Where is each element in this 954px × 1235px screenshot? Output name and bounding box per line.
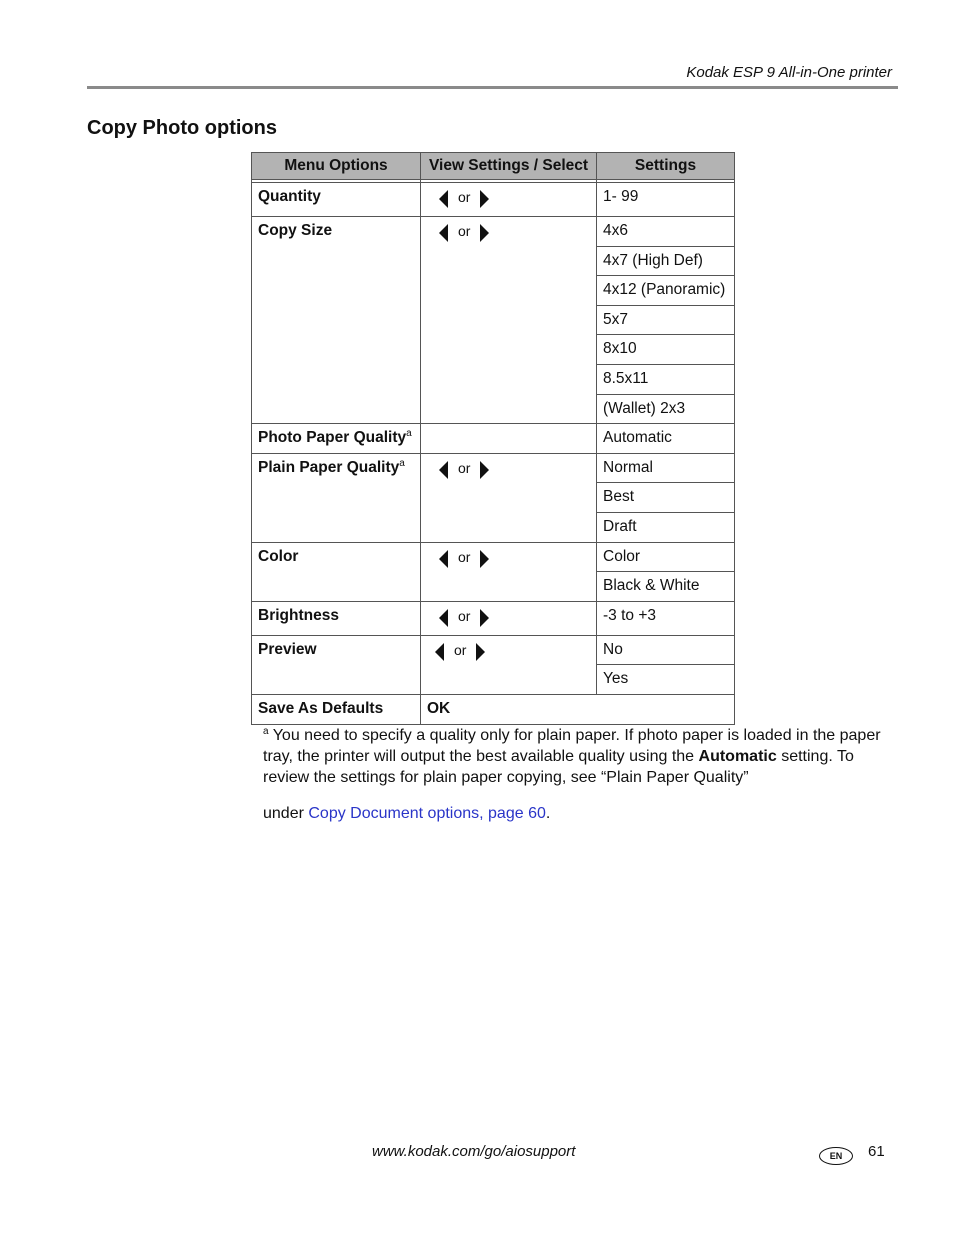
or-text: or	[458, 189, 471, 205]
footnote-text-after: setting. To review the settings for plain paper copying, see “Plain Paper Quality”	[263, 748, 854, 786]
setting-value: (Wallet) 2x3	[597, 394, 735, 424]
menu-option-brightness: Brightness	[252, 601, 421, 635]
footer-url: www.kodak.com/go/aiosupport	[372, 1143, 576, 1160]
view-select-cell	[421, 635, 597, 694]
setting-value: 8x10	[597, 335, 735, 365]
left-arrow-icon	[439, 190, 448, 208]
menu-option-photo-paper-quality	[252, 424, 421, 454]
setting-value: 4x6	[597, 217, 735, 247]
footnote-mark: a	[263, 726, 269, 737]
menu-option-plain-paper-quality	[252, 453, 421, 542]
footnote-mark: a	[406, 428, 412, 440]
copy-photo-options-table	[251, 152, 735, 725]
menu-option-label: Photo Paper Quality	[258, 429, 407, 447]
left-arrow-icon	[439, 550, 448, 568]
left-arrow-icon	[439, 609, 448, 627]
setting-value: Best	[597, 483, 735, 513]
menu-option-preview: Preview	[252, 635, 421, 694]
or-text: or	[458, 223, 471, 239]
footnote-under-prefix: under	[263, 805, 309, 822]
view-select-cell	[421, 542, 597, 601]
setting-value: Normal	[597, 453, 735, 483]
menu-option-color: Color	[252, 542, 421, 601]
header-rule	[87, 86, 898, 89]
setting-value: Automatic	[597, 424, 735, 454]
language-badge-icon: EN	[819, 1147, 853, 1165]
or-text: or	[458, 607, 471, 624]
or-text: or	[458, 548, 471, 565]
table-header-row	[252, 153, 735, 180]
or-text: or	[458, 459, 471, 476]
view-select-cell-empty	[421, 424, 597, 454]
setting-value: Draft	[597, 512, 735, 542]
table-row	[252, 424, 735, 454]
column-header-settings: Settings	[597, 153, 735, 180]
footnote-under-suffix: .	[545, 805, 551, 822]
table-row	[252, 183, 735, 217]
table-row	[252, 601, 735, 635]
menu-option-label: Plain Paper Quality	[258, 458, 400, 476]
save-defaults-value: OK	[421, 694, 735, 724]
left-arrow-icon	[435, 643, 444, 661]
view-select-cell	[421, 453, 597, 542]
column-header-view-settings: View Settings / Select	[421, 153, 597, 180]
table-row	[252, 217, 735, 247]
footnote-mark: a	[399, 457, 405, 469]
setting-value: -3 to +3	[597, 601, 735, 635]
menu-option-copy-size: Copy Size	[252, 217, 421, 424]
left-arrow-icon	[439, 224, 448, 242]
table-row	[252, 453, 735, 483]
setting-value: 8.5x11	[597, 364, 735, 394]
or-text: or	[454, 641, 467, 658]
right-arrow-icon	[480, 190, 489, 208]
right-arrow-icon	[476, 643, 485, 661]
right-arrow-icon	[480, 609, 489, 627]
view-select-cell	[421, 601, 597, 635]
right-arrow-icon	[480, 224, 489, 242]
setting-value: Yes	[597, 665, 735, 695]
table-row	[252, 542, 735, 572]
table-row	[252, 635, 735, 665]
footnote-reference	[263, 805, 550, 823]
column-header-menu-options: Menu Options	[252, 153, 421, 180]
right-arrow-icon	[480, 461, 489, 479]
setting-value: 4x12 (Panoramic)	[597, 276, 735, 306]
footnote-text-before: You need to specify a quality only for plain paper. If photo paper is loaded in the paper tray, the printer will output the best available quality using the	[263, 727, 881, 765]
footnote	[263, 725, 883, 788]
setting-value: No	[597, 635, 735, 665]
copy-document-options-link[interactable]: Copy Document options, page 60	[308, 805, 546, 822]
view-select-cell	[421, 217, 597, 424]
right-arrow-icon	[480, 550, 489, 568]
menu-option-save-as-defaults: Save As Defaults	[252, 694, 421, 724]
setting-value: 5x7	[597, 305, 735, 335]
page-number: 61	[868, 1143, 885, 1160]
menu-option-quantity: Quantity	[252, 183, 421, 217]
setting-value: 1- 99	[597, 183, 735, 217]
setting-value: Black & White	[597, 572, 735, 602]
table-row	[252, 694, 735, 724]
running-header: Kodak ESP 9 All-in-One printer	[686, 64, 892, 81]
footnote-bold-word: Automatic	[698, 748, 777, 765]
setting-value: 4x7 (High Def)	[597, 246, 735, 276]
section-title: Copy Photo options	[87, 117, 277, 139]
view-select-cell	[421, 183, 597, 217]
setting-value: Color	[597, 542, 735, 572]
left-arrow-icon	[439, 461, 448, 479]
